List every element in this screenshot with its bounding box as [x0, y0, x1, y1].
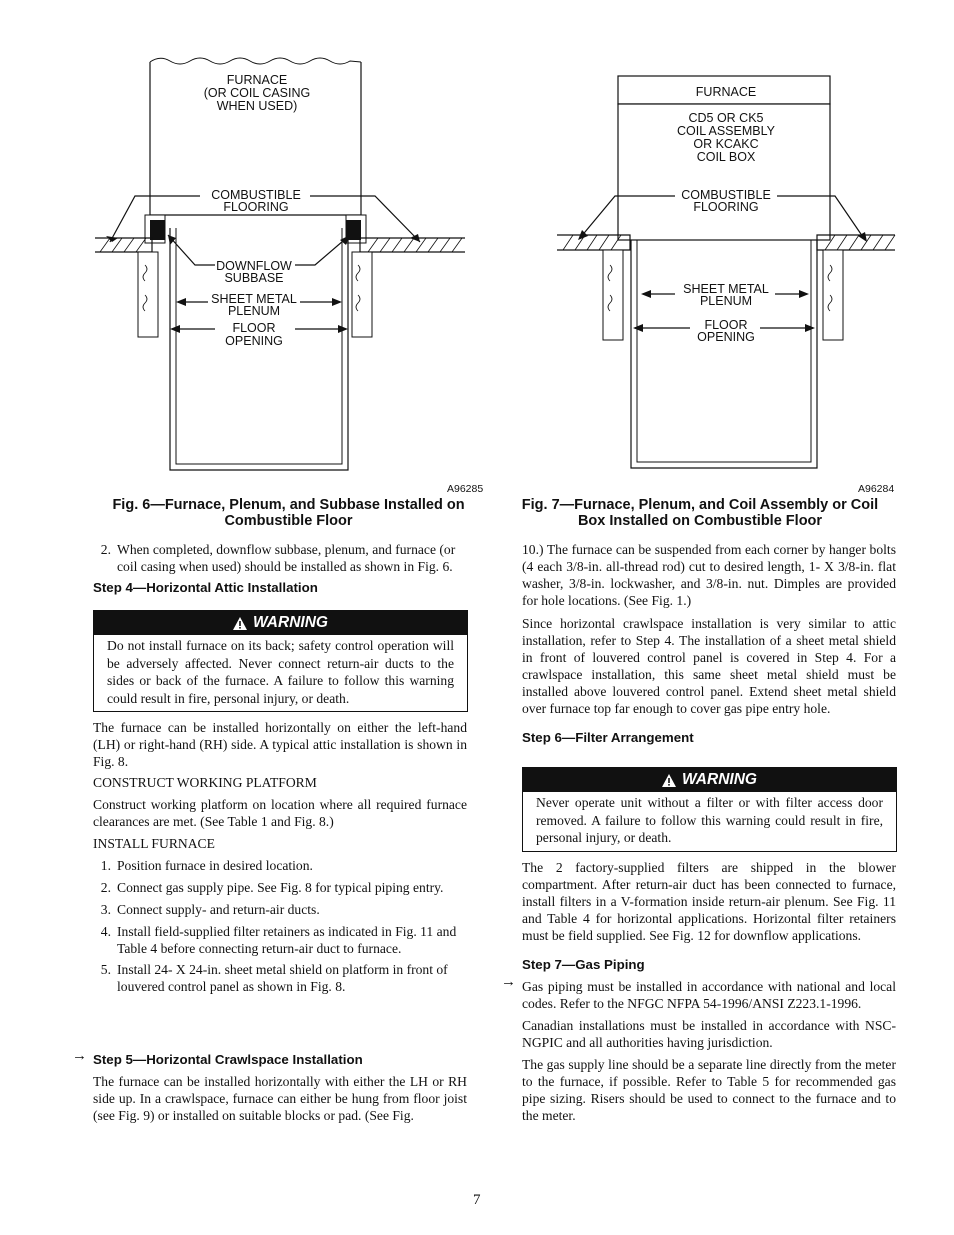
- list-item-text: Position furnace in desired location.: [117, 858, 313, 873]
- warning-triangle-icon: [233, 617, 247, 630]
- fig6-label-opening-1: FLOOR: [232, 321, 276, 335]
- fig7-label-opening-2: OPENING: [697, 330, 755, 344]
- paragraph-attic-intro: The furnace can be installed horizontally on either the left-hand (LH) or right-hand (RH) side. A typical attic installation is shown in Fig. 8.: [93, 720, 467, 769]
- warning-triangle-icon: [662, 774, 676, 787]
- paragraph-gas-supply: The gas supply line should be a separate line directly from the meter to the furnace, if possible. Refer to Table 5 for recommended gas pipe sizing. Risers should be used to connect to the furnace and to the meter.: [522, 1057, 896, 1123]
- fig6-label-furnace-2: (OR COIL CASING: [203, 86, 311, 100]
- fig6-label-flooring-1: COMBUSTIBLE: [211, 188, 301, 202]
- fig7-label-coil-3: OR KCAKC: [693, 137, 759, 151]
- warning-text-2: Never operate unit without a filter or with filter access door removed. A failure to follow this warning could result in fire, personal injury, or death.: [536, 795, 883, 845]
- fig6-label-opening-2: OPENING: [225, 334, 283, 348]
- fig6-code: A96285: [447, 483, 484, 495]
- list-item-number: 3.: [100, 902, 111, 917]
- step7-heading: Step 7—Gas Piping: [522, 957, 645, 972]
- fig6-label-subbase-2: SUBBASE: [224, 271, 284, 285]
- fig7-label-flooring-1: COMBUSTIBLE: [681, 188, 771, 202]
- warning-box-1: [93, 610, 468, 712]
- list-item-step3-2: [93, 541, 467, 577]
- figure-6: [90, 50, 470, 480]
- fig7-label-furnace: FURNACE: [695, 85, 757, 99]
- fig7-caption: [500, 497, 900, 529]
- step5-heading: Step 5—Horizontal Crawlspace Installation: [93, 1052, 363, 1067]
- list-item-number: 2.: [100, 880, 111, 895]
- fig6-label-flooring-2: FLOORING: [223, 200, 289, 214]
- fig7-label-plenum-1: SHEET METAL: [683, 282, 769, 296]
- fig7-caption-line2: Box Installed on Combustible Floor: [577, 513, 823, 529]
- fig6-caption: [90, 497, 487, 529]
- fig7-code: A96284: [858, 483, 895, 495]
- fig6-caption-line2: Combustible Floor: [224, 513, 353, 529]
- fig7-label-opening-1: FLOOR: [704, 318, 748, 332]
- list-item-4: [93, 923, 467, 959]
- list-item-number: 4.: [100, 924, 111, 939]
- figure-7: [555, 70, 900, 480]
- list-item-text: Install 24- X 24-in. sheet metal shield on platform in front of louvered control panel as shown in Fig. 8.: [117, 962, 448, 994]
- list-item-number: 5.: [100, 962, 111, 977]
- fig7-label-flooring-2: FLOORING: [693, 200, 759, 214]
- warning-header-1: [94, 611, 467, 635]
- fig6-label-furnace-1: FURNACE: [226, 73, 288, 87]
- warning-title-2: WARNING: [682, 771, 757, 788]
- step4-heading: Step 4—Horizontal Attic Installation: [93, 580, 318, 595]
- warning-text-1: Do not install furnace on its back; safety control operation will be adversely affected. Never connect return-air ducts to the sides or back of the furnace. A failure to follow this warning could result in fire, personal injury, or death.: [107, 638, 454, 706]
- fig6-caption-line1: Fig. 6—Furnace, Plenum, and Subbase Installed on: [112, 497, 465, 513]
- fig7-label-plenum-2: PLENUM: [699, 294, 753, 308]
- step6-heading: Step 6—Filter Arrangement: [522, 730, 694, 745]
- paragraph-crawlspace: The furnace can be installed horizontally with either the LH or RH side up. In a crawlspace, furnace can either be hung from floor joist (see Fig. 9) or installed on suitable blocks or pad. (See Fig.: [93, 1074, 467, 1123]
- figure-7-drawing: [555, 70, 900, 480]
- warning-header-2: [523, 768, 896, 792]
- fig7-label-coil-2: COIL ASSEMBLY: [677, 124, 775, 138]
- install-heading: INSTALL FURNACE: [93, 836, 215, 851]
- fig7-label-coil-1: CD5 OR CK5: [688, 111, 764, 125]
- paragraph-gas-codes: Gas piping must be installed in accordance with national and local codes. Refer to the NFGC NFPA 54-1996/ANSI Z223.1-1996.: [522, 979, 896, 1011]
- fig6-label-plenum-2: PLENUM: [227, 304, 281, 318]
- fig6-label-subbase-1: DOWNFLOW: [216, 259, 292, 273]
- warning-box-2: [522, 767, 897, 852]
- paragraph-gas-canadian: Canadian installations must be installed in accordance with NSC-NGPIC and all authorities having jurisdiction.: [522, 1018, 896, 1050]
- list-item-5: [93, 961, 467, 997]
- fig6-label-plenum-1: SHEET METAL: [211, 292, 297, 306]
- list-item-text: Connect supply- and return-air ducts.: [117, 902, 320, 917]
- fig6-label-furnace-3: WHEN USED): [216, 99, 298, 113]
- change-arrow-icon: →: [72, 1048, 87, 1064]
- paragraph-construct: Construct working platform on location where all required furnace clearances are met. (See Table 1 and Fig. 8.): [93, 797, 467, 829]
- paragraph-filters: The 2 factory-supplied filters are shipped in the blower compartment. After return-air duct has been connected to furnace, install filters in a V-formation inside return-air plenum. See Fig. 11 and Table 4 for horizontal applications. Horizontal filter retainers must be field supplied. See Fig. 12 for downflow applications.: [522, 860, 896, 943]
- list-item-text: Install field-supplied filter retainers as indicated in Fig. 11 and Table 4 before connecting return-air duct to furnace.: [117, 924, 457, 956]
- construct-heading: CONSTRUCT WORKING PLATFORM: [93, 775, 317, 790]
- fig7-caption-line1: Fig. 7—Furnace, Plenum, and Coil Assembly or Coil: [521, 497, 879, 513]
- list-item-3: [93, 901, 467, 919]
- page-number: 7: [473, 1192, 481, 1208]
- paragraph-crawlspace-cont: 10.) The furnace can be suspended from each corner by hanger bolts (4 each 3/8-in. all-thread rod) cut to desired length, 1- X 3/8-in. flat washer, 3/8-in. lockwasher, and 3/8-in. nut. Dimples are provided for hole locations. (See Fig. 1.): [522, 542, 896, 608]
- list-item-number: 1.: [100, 858, 111, 873]
- paragraph-crawlspace-similar: Since horizontal crawlspace installation is very similar to attic installation, refer to Step 4. The installation of a sheet metal shield in front of louvered control panel is covered in Step 4. For a crawlspace installation, this same sheet metal shield must be installed above louvered control panel. Extend sheet metal shield over furnace top far enough to cover gas pipe entry hole.: [522, 616, 896, 716]
- list-item-2: [93, 879, 467, 897]
- list-item-number: 2.: [100, 542, 111, 557]
- fig7-label-coil-4: COIL BOX: [696, 150, 756, 164]
- list-item-text: When completed, downflow subbase, plenum, and furnace (or coil casing when used) should be installed as shown in Fig. 6.: [117, 542, 456, 574]
- warning-title-1: WARNING: [253, 614, 328, 631]
- figure-6-drawing: [90, 50, 470, 480]
- list-item-text: Connect gas supply pipe. See Fig. 8 for typical piping entry.: [117, 880, 444, 895]
- list-item-1: [93, 857, 467, 875]
- change-arrow-icon: →: [501, 974, 516, 990]
